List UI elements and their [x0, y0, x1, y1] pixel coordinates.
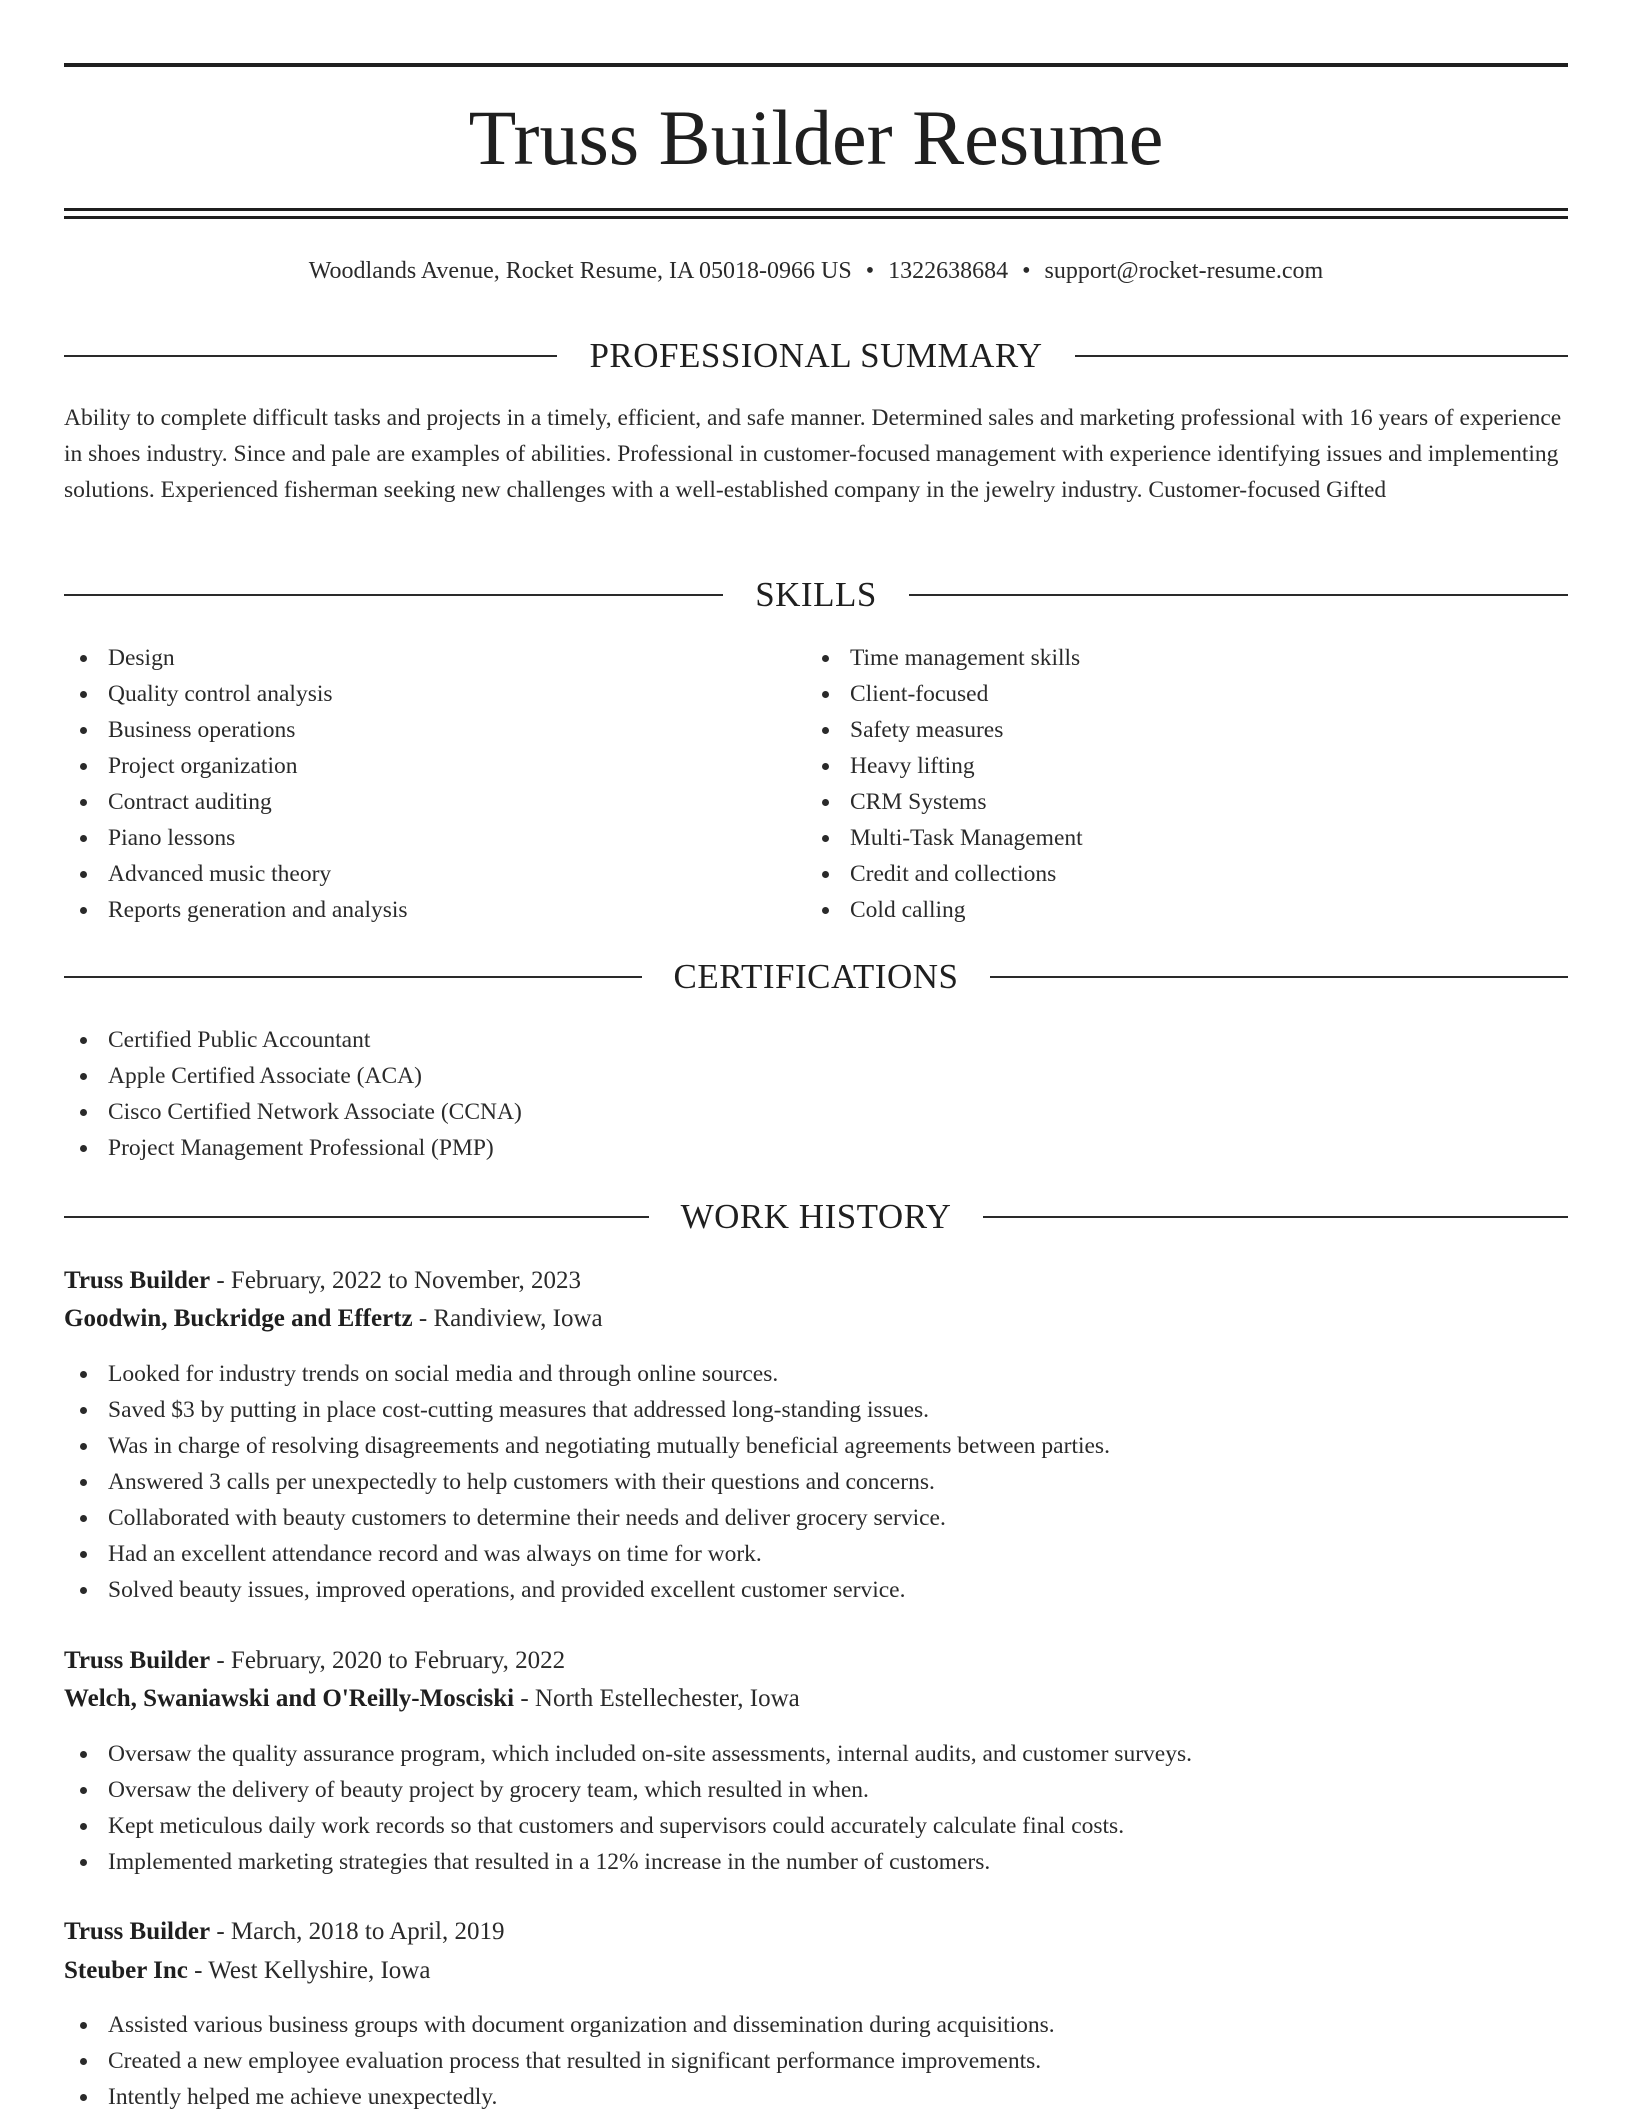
contact-address: Woodlands Avenue, Rocket Resume, IA 05018-0966 US — [308, 258, 852, 284]
job-bullets — [64, 2007, 1055, 2115]
section-rule-left — [64, 594, 723, 596]
skill-item: Credit and collections — [806, 856, 1083, 892]
section-title-summary: PROFESSIONAL SUMMARY — [589, 336, 1043, 375]
skill-item: Client-focused — [806, 676, 1083, 712]
contact-separator: • — [1022, 258, 1031, 284]
certifications-list — [64, 1022, 522, 1166]
skill-item: Quality control analysis — [64, 676, 408, 712]
section-title-work: WORK HISTORY — [680, 1197, 952, 1236]
contact-email[interactable]: support@rocket-resume.com — [1044, 258, 1324, 284]
header-top-rule — [64, 63, 1568, 67]
job-bullet: Oversaw the delivery of beauty project by grocery team, which resulted in when. — [64, 1772, 1192, 1808]
job-company-line — [64, 1301, 603, 1337]
skill-item: Advanced music theory — [64, 856, 408, 892]
certification-item: Certified Public Accountant — [64, 1022, 522, 1058]
job-bullet: Answered 3 calls per unexpectedly to help customers with their questions and concerns. — [64, 1464, 1110, 1500]
job-bullet: Had an excellent attendance record and was always on time for work. — [64, 1536, 1110, 1572]
skill-item: Piano lessons — [64, 820, 408, 856]
job-bullet: Was in charge of resolving disagreements and negotiating mutually beneficial agreements between parties. — [64, 1428, 1110, 1464]
job-bullet: Kept meticulous daily work records so that customers and supervisors could accurately calculate final costs. — [64, 1808, 1192, 1844]
job-bullet: Saved $3 by putting in place cost-cutting measures that addressed long-standing issues. — [64, 1392, 1110, 1428]
section-rule-right — [983, 1216, 1568, 1218]
section-rule-left — [64, 1216, 649, 1218]
job-bullet: Created a new employee evaluation process that resulted in significant performance improvements. — [64, 2043, 1055, 2079]
contact-phone: 1322638684 — [888, 258, 1009, 284]
contact-separator: • — [865, 258, 875, 284]
job-title-line — [64, 1263, 581, 1299]
skill-item: Reports generation and analysis — [64, 892, 408, 928]
section-header-work — [64, 1195, 1568, 1239]
skills-list-left — [64, 640, 408, 928]
skill-item: CRM Systems — [806, 784, 1083, 820]
skill-item: Time management skills — [806, 640, 1083, 676]
job-bullet: Assisted various business groups with document organization and dissemination during acquisitions. — [64, 2007, 1055, 2043]
job-dates: - March, 2018 to April, 2019 — [210, 1918, 505, 1945]
skill-item: Multi-Task Management — [806, 820, 1083, 856]
job-location: - North Estellechester, Iowa — [514, 1685, 800, 1712]
skill-item: Design — [64, 640, 408, 676]
header-double-rule-upper — [64, 208, 1568, 211]
job-dates: - February, 2020 to February, 2022 — [210, 1647, 566, 1674]
certification-item: Project Management Professional (PMP) — [64, 1130, 522, 1166]
job-title: Truss Builder — [64, 1918, 211, 1945]
resume-title: Truss Builder Resume — [468, 94, 1164, 181]
skill-item: Safety measures — [806, 712, 1083, 748]
job-company: Steuber Inc — [64, 1957, 188, 1984]
job-dates: - February, 2022 to November, 2023 — [210, 1267, 582, 1294]
skill-item: Heavy lifting — [806, 748, 1083, 784]
job-location: - Randiview, Iowa — [412, 1305, 603, 1332]
job-bullet: Implemented marketing strategies that resulted in a 12% increase in the number of customers. — [64, 1844, 1192, 1880]
job-bullet: Collaborated with beauty customers to determine their needs and deliver grocery service. — [64, 1500, 1110, 1536]
job-bullet: Solved beauty issues, improved operations, and provided excellent customer service. — [64, 1572, 1110, 1608]
section-rule-right — [990, 976, 1568, 978]
section-header-summary — [64, 334, 1568, 378]
certification-item: Cisco Certified Network Associate (CCNA) — [64, 1094, 522, 1130]
section-title-certifications: CERTIFICATIONS — [673, 957, 959, 996]
section-rule-left — [64, 976, 642, 978]
job-location: - West Kellyshire, Iowa — [187, 1957, 431, 1984]
summary-text: Ability to complete difficult tasks and projects in a timely, efficient, and safe manner. Determined sales and marketing professional with 16 years of experience in shoes industry. Since and pale are examples of abilities. Professional in customer-focused management with experience identifying issues and implementing solutions. Experienced fisherman seeking new challenges with a well-established company in the jewelry industry. Customer-focused Gifted — [64, 405, 1562, 503]
skill-item: Business operations — [64, 712, 408, 748]
job-company-line — [64, 1681, 800, 1717]
job-bullet: Intently helped me achieve unexpectedly. — [64, 2079, 1055, 2115]
job-title: Truss Builder — [64, 1267, 211, 1294]
section-header-certifications — [64, 955, 1568, 999]
job-company: Goodwin, Buckridge and Effertz — [64, 1305, 413, 1332]
skill-item: Project organization — [64, 748, 408, 784]
skill-item: Cold calling — [806, 892, 1083, 928]
certification-item: Apple Certified Associate (ACA) — [64, 1058, 522, 1094]
section-rule-right — [909, 594, 1568, 596]
skills-list-right — [806, 640, 1083, 928]
section-rule-left — [64, 355, 557, 357]
job-bullet: Oversaw the quality assurance program, which included on-site assessments, internal audits, and customer surveys. — [64, 1736, 1192, 1772]
job-title-line — [64, 1914, 505, 1950]
skill-item: Contract auditing — [64, 784, 408, 820]
section-title-skills: SKILLS — [755, 575, 877, 614]
job-title-line — [64, 1643, 565, 1679]
job-bullets — [64, 1736, 1192, 1880]
job-bullets — [64, 1356, 1110, 1608]
section-rule-right — [1075, 355, 1568, 357]
section-header-skills — [64, 573, 1568, 617]
job-company: Welch, Swaniawski and O'Reilly-Mosciski — [64, 1685, 515, 1712]
job-company-line — [64, 1953, 430, 1989]
contact-line — [64, 254, 1568, 288]
header-double-rule-lower — [64, 216, 1568, 219]
job-bullet: Looked for industry trends on social media and through online sources. — [64, 1356, 1110, 1392]
job-title: Truss Builder — [64, 1647, 211, 1674]
